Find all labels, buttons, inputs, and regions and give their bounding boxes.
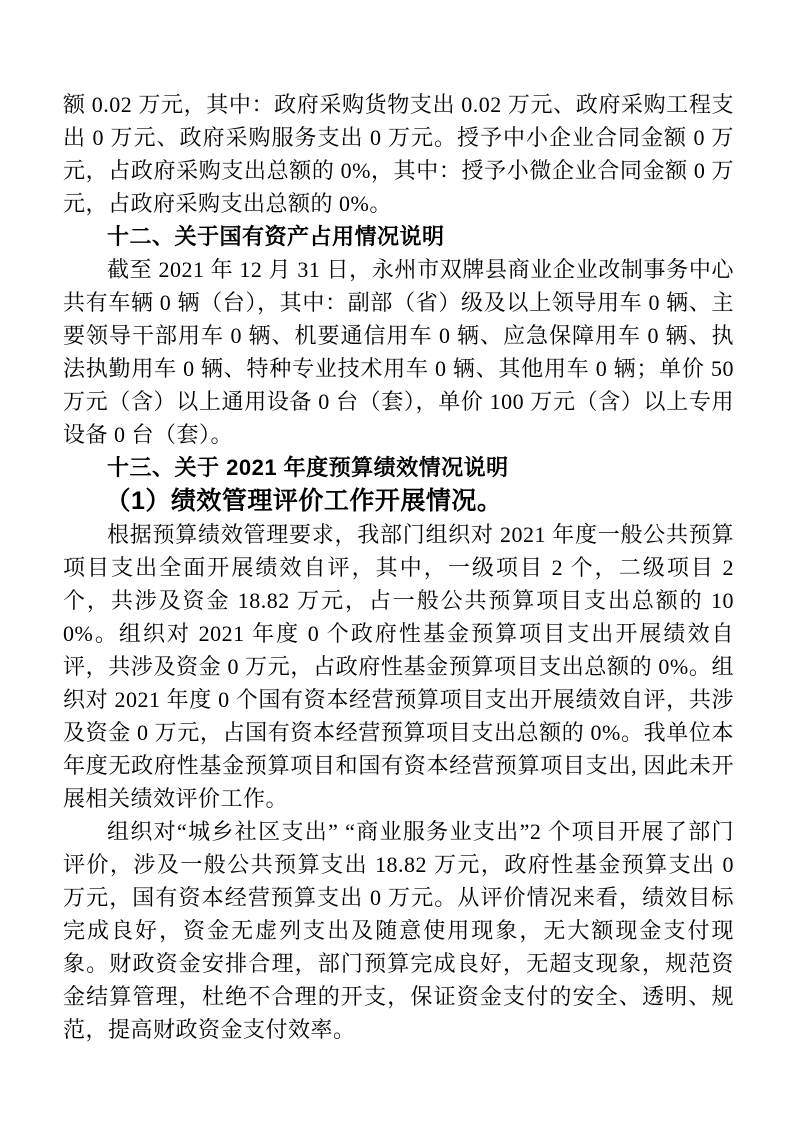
subsection-heading-performance-evaluation: （1）绩效管理评价工作开展情况。 <box>105 487 503 515</box>
section-heading-13-budget-performance: 十三、关于 2021 年度预算绩效情况说明 <box>107 455 509 480</box>
paragraph-department-evaluation: 组织对“城乡社区支出” “商业服务业支出”2 个项目开展了部门评价，涉及一般公共预算支出 18.82 万元，政府性基金预算支出 0 万元，国有资本经营预算支出 0 万元。从评价情况来看，绩效目标完成良好，资金无虚列支出及随意使用现象，无大额现金支付现象。财政资金安排合理，部门预算完成良好，无超支现象，规范资金结算管理，杜绝不合理的开支，保证资金支付的安全、透明、规范，提高财政资金支付效率。 <box>63 819 734 1042</box>
document-body <box>63 88 734 1046</box>
section-heading-12-state-owned-assets: 十二、关于国有资产占用情况说明 <box>107 224 445 249</box>
paragraph-performance-self-evaluation: 根据预算绩效管理要求，我部门组织对 2021 年度一般公共预算项目支出全面开展绩效自评，其中，一级项目 2 个，二级项目 2 个，共涉及资金 18.82 万元，占一般公共预算项目支出总额的 100%。组织对 2021 年度 0 个政府性基金预算项目支出开展绩效自评，共涉及资金 0 万元，占政府性基金预算项目支出总额的 0%。组织对 2021 年度 0 个国有资本经营预算项目支出开展绩效自评，共涉及资金 0 万元，占国有资本经营预算项目支出总额的 0%。我单位本年度无政府性基金预算项目和国有资本经营预算项目支出, 因此未开展相关绩效评价工作。 <box>63 522 734 811</box>
paragraph-state-owned-assets: 截至 2021 年 12 月 31 日，永州市双牌县商业企业改制事务中心共有车辆 0 辆（台），其中：副部（省）级及以上领导用车 0 辆、主要领导干部用车 0 辆、机要通信用车 0 辆、应急保障用车 0 辆、执法执勤用车 0 辆、特种专业技术用车 0 辆、其他用车 0 辆；单价 50 万元（含）以上通用设备 0 台（套），单价 100 万元（含）以上专用设备 0 台（套）。 <box>63 257 734 447</box>
paragraph-procurement-continuation: 额 0.02 万元，其中：政府采购货物支出 0.02 万元、政府采购工程支出 0 万元、政府采购服务支出 0 万元。授予中小企业合同金额 0 万元，占政府采购支出总额的 0%，其中：授予小微企业合同金额 0 万元，占政府采购支出总额的 0%。 <box>63 92 734 216</box>
